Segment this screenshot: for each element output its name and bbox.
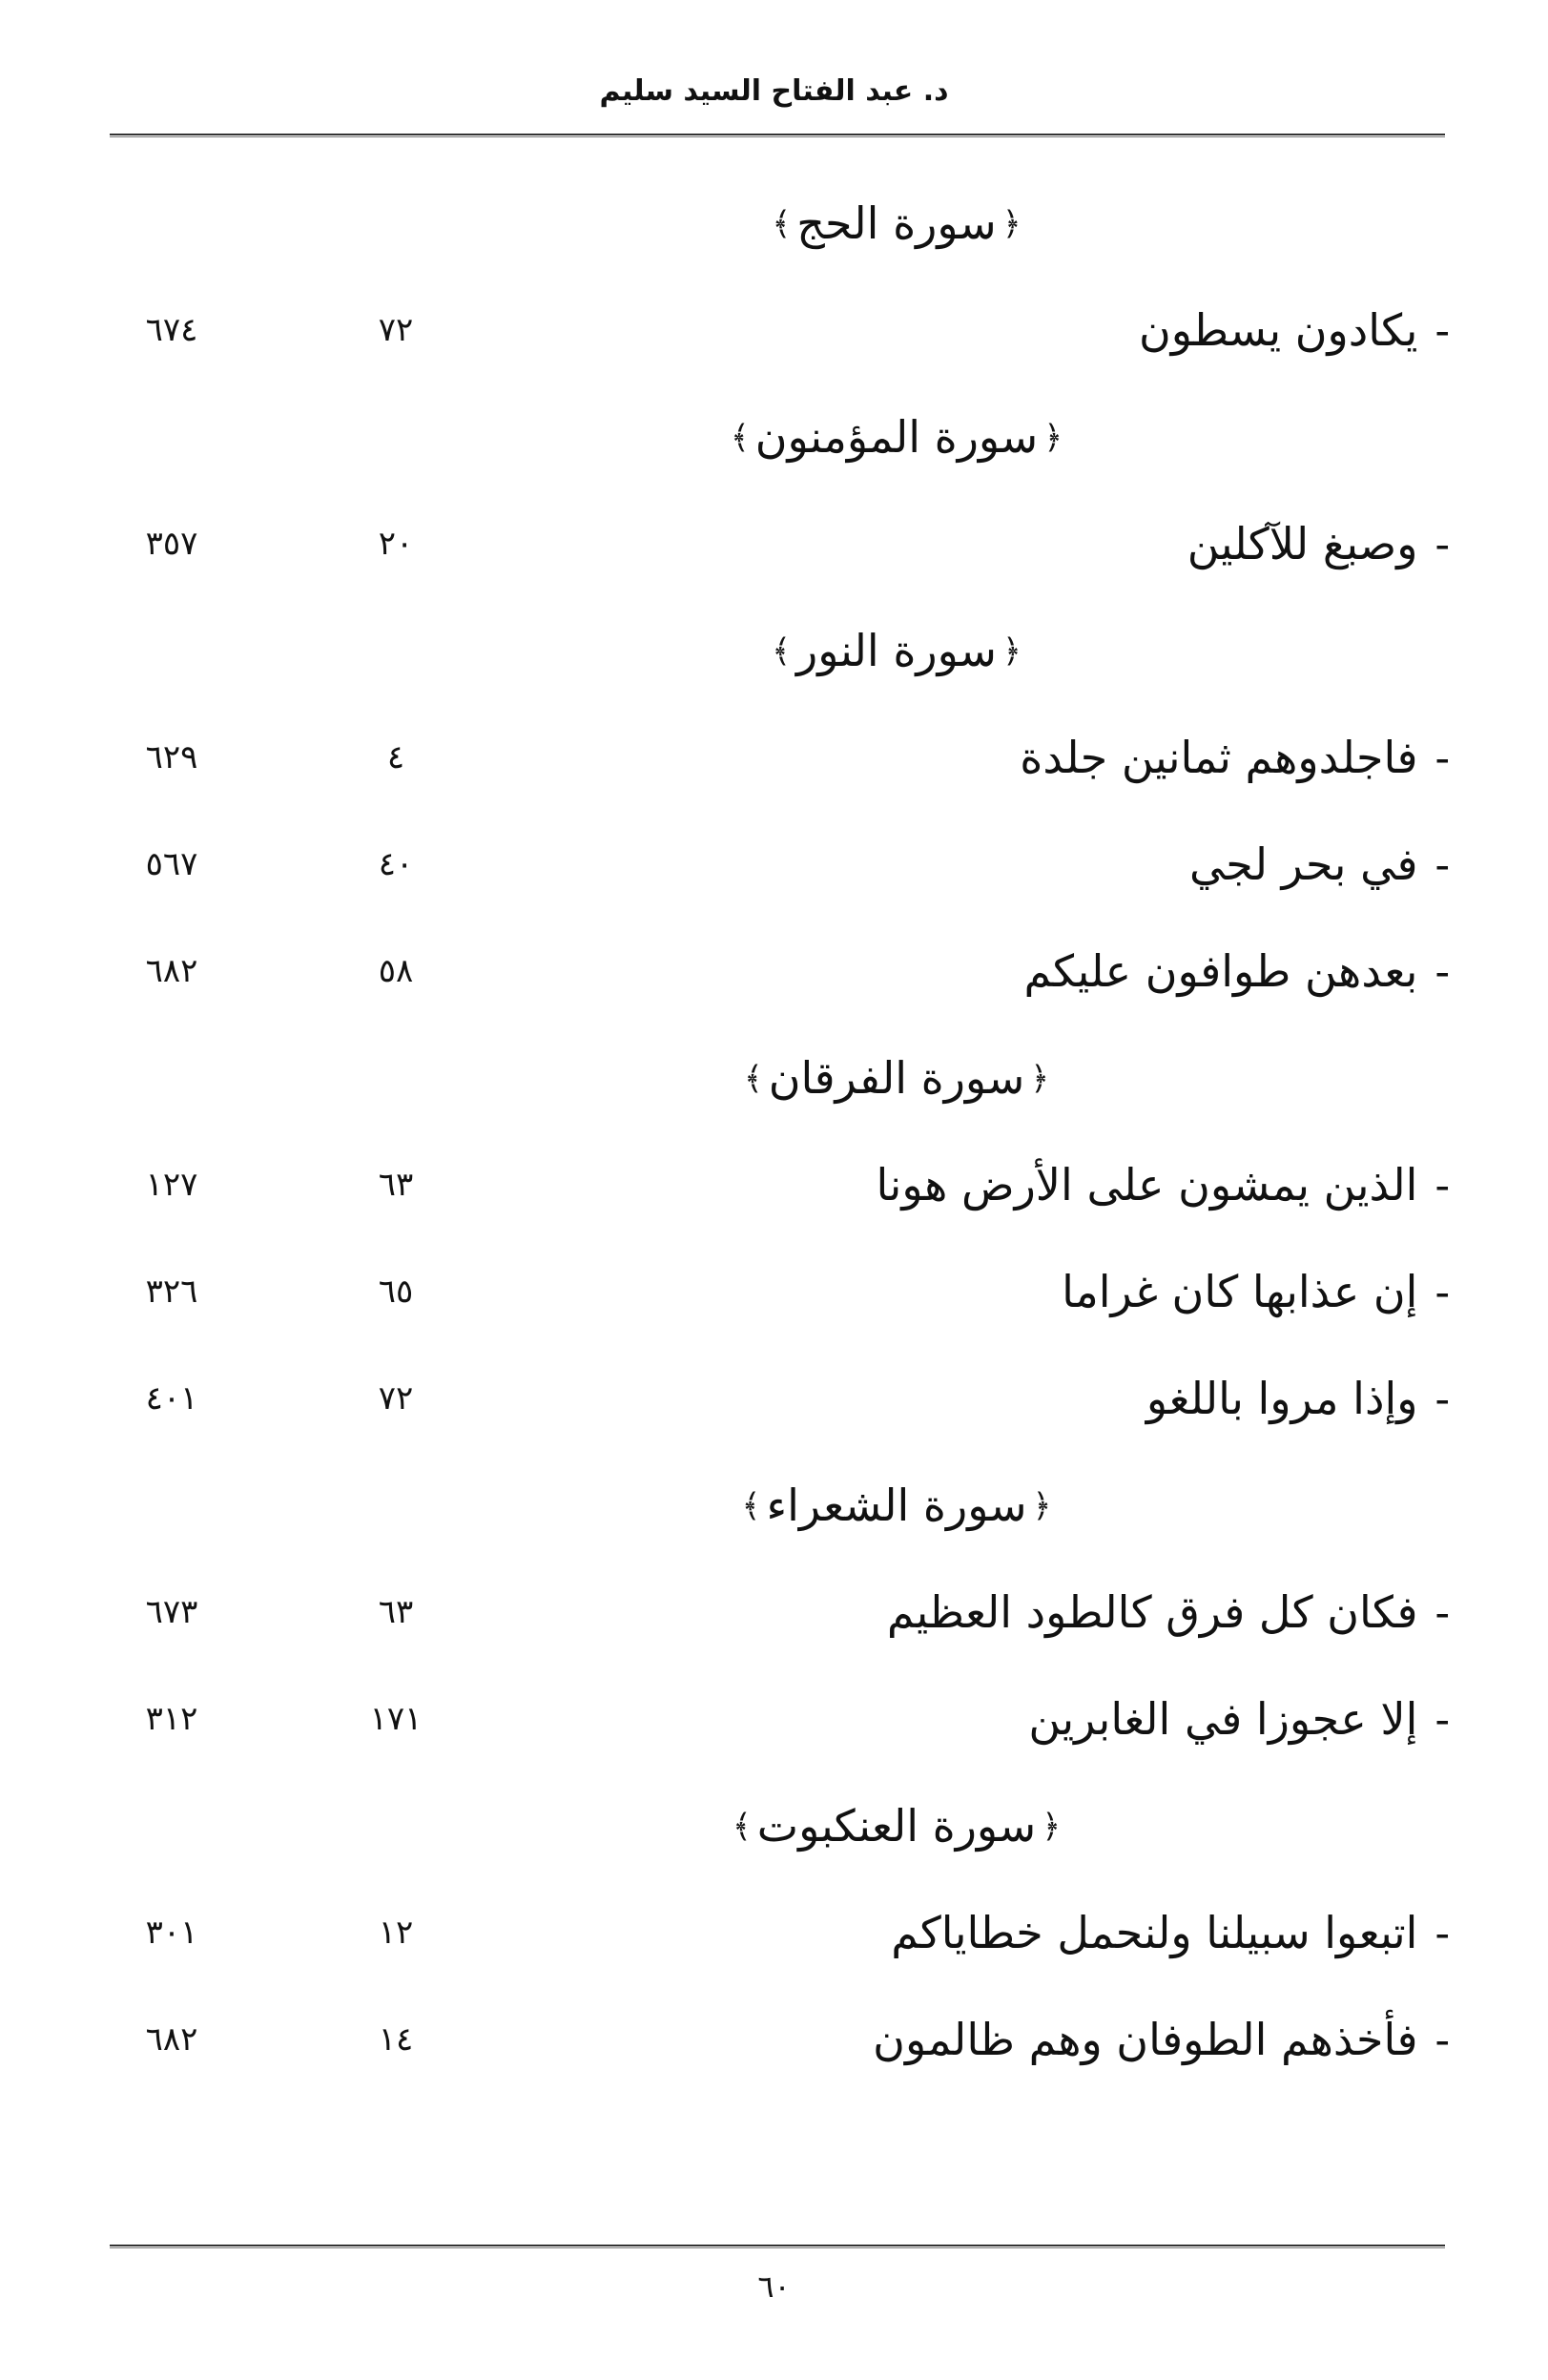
ornament-open: ﴿ bbox=[1032, 1486, 1052, 1525]
ornament-close: ﴾ bbox=[743, 1059, 763, 1098]
entry-dash: - bbox=[1434, 1586, 1450, 1638]
surah-heading bbox=[105, 383, 1450, 490]
verse-number: ٢٠ bbox=[378, 525, 414, 563]
page-reference: ٦٢٩ bbox=[145, 738, 198, 776]
surah-title: سورة النور bbox=[796, 625, 997, 676]
verse-number: ٧٢ bbox=[378, 311, 414, 349]
ornament-open: ﴿ bbox=[1042, 1807, 1062, 1846]
page-reference: ١٢٧ bbox=[145, 1166, 198, 1204]
ayah-text: -يكادون يسطون bbox=[1139, 304, 1450, 356]
entry-dash: - bbox=[1434, 304, 1450, 356]
surah-heading bbox=[105, 1452, 1450, 1559]
page-reference: ٦٧٤ bbox=[145, 311, 198, 349]
page-reference: ٣٢٦ bbox=[145, 1273, 198, 1311]
entry-dash: - bbox=[1434, 1693, 1450, 1745]
ayah-text: -وإذا مروا باللغو bbox=[1146, 1373, 1450, 1424]
ornament-close: ﴾ bbox=[730, 418, 750, 457]
ayah-text: -بعدهن طوافون عليكم bbox=[1023, 945, 1450, 997]
index-row bbox=[105, 1666, 1450, 1772]
verse-number: ٦٥ bbox=[378, 1273, 414, 1311]
surah-heading bbox=[105, 1024, 1450, 1131]
ayah-text: -اتبعوا سبيلنا ولنحمل خطاياكم bbox=[891, 1907, 1450, 1958]
surah-title: سورة الحج bbox=[796, 197, 997, 249]
page-reference: ٤٠١ bbox=[145, 1379, 198, 1418]
verse-number: ٤ bbox=[386, 738, 405, 776]
page-reference: ٣٠١ bbox=[145, 1914, 198, 1952]
surah-title: سورة الفرقان bbox=[768, 1052, 1025, 1104]
verse-number: ٦٣ bbox=[378, 1593, 414, 1631]
ayah-text: -الذين يمشون على الأرض هونا bbox=[876, 1159, 1450, 1211]
page-reference: ٦٨٢ bbox=[145, 952, 198, 990]
ayah-text: -في بحر لجي bbox=[1188, 838, 1450, 890]
ornament-open: ﴿ bbox=[1030, 1059, 1050, 1098]
index-row bbox=[105, 811, 1450, 918]
page-header-author: د. عبد الفتاح السيد سليم bbox=[599, 74, 949, 108]
verse-number: ٤٠ bbox=[378, 845, 414, 883]
entry-dash: - bbox=[1434, 1907, 1450, 1958]
surah-heading bbox=[105, 170, 1450, 277]
entry-dash: - bbox=[1434, 2014, 1450, 2065]
page-reference: ٦٧٣ bbox=[145, 1593, 198, 1631]
ornament-close: ﴾ bbox=[732, 1807, 752, 1846]
page-reference: ٣١٢ bbox=[145, 1700, 198, 1738]
index-row bbox=[105, 1986, 1450, 2093]
entry-dash: - bbox=[1434, 1373, 1450, 1424]
page-reference: ٣٥٧ bbox=[145, 525, 198, 563]
page-number: ٦٠ bbox=[757, 2268, 791, 2305]
ornament-open: ﴿ bbox=[1001, 204, 1022, 243]
surah-title: سورة العنكبوت bbox=[756, 1800, 1037, 1852]
ornament-close: ﴾ bbox=[772, 204, 792, 243]
entry-dash: - bbox=[1434, 1159, 1450, 1211]
ornament-close: ﴾ bbox=[772, 631, 792, 671]
footer-divider bbox=[110, 2245, 1445, 2248]
surah-heading bbox=[105, 597, 1450, 704]
ornament-close: ﴾ bbox=[741, 1486, 761, 1525]
entry-dash: - bbox=[1434, 1266, 1450, 1317]
verse-number: ١٤ bbox=[378, 2020, 414, 2059]
surah-heading bbox=[105, 1772, 1450, 1879]
index-row bbox=[105, 277, 1450, 383]
ayah-text: -إلا عجوزا في الغابرين bbox=[1028, 1693, 1450, 1745]
page-reference: ٦٨٢ bbox=[145, 2020, 198, 2059]
index-row bbox=[105, 704, 1450, 811]
ayah-text: -فكان كل فرق كالطود العظيم bbox=[886, 1586, 1450, 1638]
page-reference: ٥٦٧ bbox=[145, 845, 198, 883]
ayah-text: -إن عذابها كان غراما bbox=[1062, 1266, 1450, 1317]
verse-number: ١٢ bbox=[378, 1914, 414, 1952]
ornament-open: ﴿ bbox=[1001, 631, 1022, 671]
index-row bbox=[105, 918, 1450, 1024]
index-row bbox=[105, 490, 1450, 597]
ayah-text: -وصبغ للآكلين bbox=[1187, 518, 1450, 569]
index-row bbox=[105, 1131, 1450, 1238]
index-row bbox=[105, 1879, 1450, 1986]
entry-dash: - bbox=[1434, 732, 1450, 783]
ayah-text: -فأخذهم الطوفان وهم ظالمون bbox=[873, 2014, 1450, 2065]
verse-number: ٥٨ bbox=[378, 952, 414, 990]
verse-number: ٦٣ bbox=[378, 1166, 414, 1204]
entry-dash: - bbox=[1434, 945, 1450, 997]
ayah-text: -فاجلدوهم ثمانين جلدة bbox=[1020, 732, 1450, 783]
header-divider bbox=[110, 134, 1445, 137]
verse-number: ٧٢ bbox=[378, 1379, 414, 1418]
index-row bbox=[105, 1345, 1450, 1452]
ornament-open: ﴿ bbox=[1043, 418, 1063, 457]
verse-number: ١٧١ bbox=[369, 1700, 423, 1738]
entry-dash: - bbox=[1434, 838, 1450, 890]
entry-dash: - bbox=[1434, 518, 1450, 569]
index-content bbox=[105, 170, 1450, 2093]
index-row bbox=[105, 1238, 1450, 1345]
index-row bbox=[105, 1559, 1450, 1666]
surah-title: سورة الشعراء bbox=[766, 1480, 1027, 1531]
surah-title: سورة المؤمنون bbox=[754, 411, 1039, 463]
